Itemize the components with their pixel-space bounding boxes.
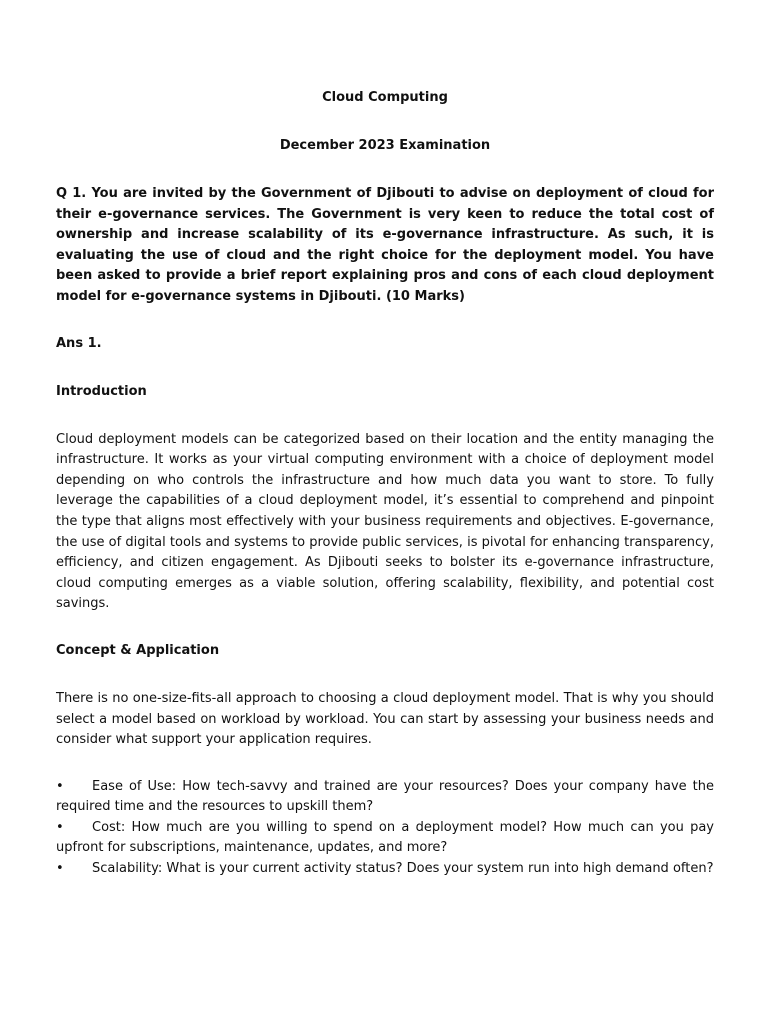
list-item — [56, 777, 714, 818]
bullet-text: Scalability: What is your current activity status? Does your system run into high demand often? — [92, 861, 714, 877]
considerations-list — [56, 777, 714, 880]
document-title: Cloud Computing — [322, 90, 448, 105]
exam-subtitle: December 2023 Examination — [279, 138, 491, 153]
answer-label: Ans 1. — [56, 335, 102, 351]
bullet-text: Ease of Use: How tech-savvy and trained are your resources? Does your company have the required time and the resources to upskill them? — [56, 778, 714, 815]
list-item — [56, 818, 714, 859]
introduction-paragraph: Cloud deployment models can be categorized based on their location and the entity managing the infrastructure. It works as your virtual computing environment with a choice of deployment model depending on who controls the infrastructure and how much data you want to store. To fully leverage the capabilities of a cloud deployment model, it’s essential to comprehend and pinpoint the type that aligns most effectively with your business requirements and objectives. E-governance, the use of digital tools and systems to provide public services, is pivotal for enhancing transparency, efficiency, and citizen engagement. As Djibouti seeks to bolster its e-governance infrastructure, cloud computing emerges as a viable solution, offering scalability, flexibility, and potential cost savings. — [56, 431, 714, 612]
bullet-icon: • — [56, 778, 64, 794]
concept-paragraph: There is no one-size-fits-all approach to choosing a cloud deployment model. That is why you should select a model based on workload by workload. You can start by assessing your business needs and consider what support your application requires. — [56, 690, 714, 748]
bullet-icon: • — [56, 861, 64, 877]
bullet-icon: • — [56, 819, 64, 835]
concept-heading: Concept & Application — [56, 642, 220, 658]
introduction-heading: Introduction — [56, 383, 147, 399]
question-text: Q 1. You are invited by the Government of Djibouti to advise on deployment of cloud for their e-governance services. The Government is very keen to reduce the total cost of ownership and increase scalability of its e-governance infrastructure. As such, it is evaluating the use of cloud and the right choice for the deployment model. You have been asked to provide a brief report explaining pros and cons of each cloud deployment model for e-governance systems in Djibouti. (10 Marks) — [56, 186, 714, 304]
list-item — [56, 859, 714, 880]
bullet-text: Cost: How much are you willing to spend on a deployment model? How much can you pay upfront for subscriptions, maintenance, updates, and more? — [56, 819, 714, 856]
